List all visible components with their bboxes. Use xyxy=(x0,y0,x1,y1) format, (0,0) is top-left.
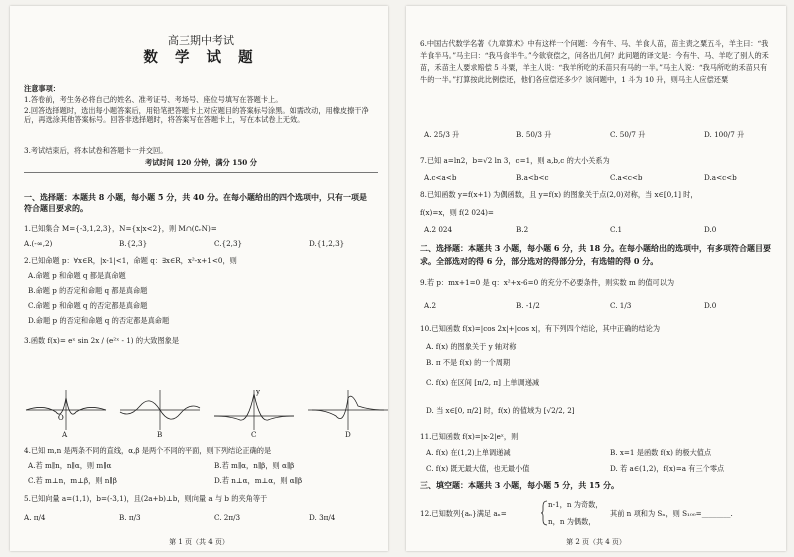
section-1-heading: 一、选择题：本题共 8 小题，每小题 5 分，共 40 分。在每小题给出的四个选项中，只有一项是符合题目要求的。 xyxy=(24,192,367,213)
notice-3: 3.考试结束后，将本试卷和答题卡一并交回。 xyxy=(24,146,168,155)
q1-option-a: A.(-∞,2) xyxy=(24,239,53,248)
q4-option-a: A.若 m∥n，n∥α，则 m∥α xyxy=(28,461,112,470)
q6-option-a: A. 25/3 升 xyxy=(424,130,460,139)
q9-option-d: D.0 xyxy=(704,301,717,310)
q5-option-c: C. 2π/3 xyxy=(214,513,241,522)
q3-label-a: A xyxy=(62,430,68,439)
q8-option-b: B.2 xyxy=(516,225,529,234)
q11-option-c: C. f(x) 既无最大值，也无最小值 xyxy=(426,464,530,473)
section-2-heading: 二、选择题：本题共 3 小题，每小题 6 分，共 18 分。在每小题给出的选项中，有多项符合题目要求。全部选对的得 6 分，部分选对的得部分分，有选错的得 0 分。 xyxy=(420,243,771,266)
notice-1: 1.答卷前，考生务必将自己的姓名、准考证号、考场号、座位号填写在答题卡上。 xyxy=(24,95,283,104)
q2-option-b: B.命题 p 的否定和命题 q 都是真命题 xyxy=(28,286,148,295)
q4-option-d: D.若 n⊥α，m⊥α，则 α∥β xyxy=(214,476,303,485)
q3-graph-b xyxy=(118,386,204,432)
q10-option-a: A. f(x) 的图象关于 y 轴对称 xyxy=(426,342,517,351)
q8-option-c: C.1 xyxy=(610,225,623,234)
header-title: 高三期中考试 xyxy=(168,34,234,47)
q6-option-b: B. 50/3 升 xyxy=(516,130,552,139)
q9-option-c: C. 1/3 xyxy=(610,301,632,310)
q4-option-b: B.若 m∥α，n∥β，则 α∥β xyxy=(214,461,295,470)
q2-option-c: C.命题 p 和命题 q 的否定都是真命题 xyxy=(28,301,148,310)
q9-option-b: B. -1/2 xyxy=(516,301,540,310)
q1-option-c: C.{2,3} xyxy=(214,239,243,248)
q3-stem: 3.函数 f(x)= eˣ sin 2x / (e²ˣ - 1) 的大致图象是 xyxy=(24,336,180,345)
q7-option-a: A.c<a<b xyxy=(424,173,457,182)
page-1-footer: 第 1 页（共 4 页） xyxy=(169,538,229,546)
exam-page-1 xyxy=(10,6,388,551)
q7-option-c: C.a<c<b xyxy=(610,173,643,182)
q10-option-d: D. 当 x∈[0, π/2] 时，f(x) 的值域为 [√2/2, 2] xyxy=(426,406,575,415)
q8-option-d: D.0 xyxy=(704,225,717,234)
exam-time: 考试时间 120 分钟，满分 150 分 xyxy=(145,158,257,167)
q5-option-a: A. π/4 xyxy=(24,513,46,522)
q11-stem: 11.已知函数 f(x)=|x-2|eˣ，则 xyxy=(420,432,519,441)
q9-option-a: A.2 xyxy=(424,301,437,310)
q12-stem: 12.已知数列{aₙ}满足 aₙ= xyxy=(420,509,507,518)
q5-option-b: B. π/3 xyxy=(119,513,141,522)
q6-option-c: C. 50/7 升 xyxy=(610,130,646,139)
q12-case-odd: n-1，n 为奇数， xyxy=(548,500,603,509)
svg-text:O: O xyxy=(58,414,64,422)
q9-stem: 9.若 p：mx+1=0 是 q：x²+x-6=0 的充分不必要条件，则实数 m 的值可以为 xyxy=(420,278,675,287)
svg-text:y: y xyxy=(256,388,260,396)
subject-title: 数 学 试 题 xyxy=(143,49,259,66)
q8-stem: 8.已知函数 y=f(x+1) 为偶函数，且 y=f(x) 的图象关于点(2,0)对称，当 x∈[0,1] 时， xyxy=(420,190,698,199)
q12-tail: 其前 n 项和为 Sₙ，则 S₁₀₀=________. xyxy=(610,509,733,518)
q3-graph-d xyxy=(306,386,388,432)
q7-option-b: B.a<b<c xyxy=(516,173,549,182)
q11-option-b: B. x=1 是函数 f(x) 的极大值点 xyxy=(610,448,712,457)
q10-option-b: B. π 不是 f(x) 的一个周期 xyxy=(426,358,511,367)
q3-label-d: D xyxy=(345,430,351,439)
q12-brace xyxy=(540,500,548,526)
q3-label-c: C xyxy=(251,430,257,439)
q1-option-b: B.{2,3} xyxy=(119,239,148,248)
q3-graph-a xyxy=(24,386,110,432)
q1-stem: 1.已知集合 M={-3,1,2,3}，N={x|x<2}，则 M∩(∁ᵣN)= xyxy=(24,224,217,233)
notice-2: 2.回答选择题时，选出每小题答案后，用铅笔把答题卡上对应题目的答案标号涂黑。如需改动，用橡皮擦干净后，再选涂其他答案标号。回答非选择题时，将答案写在答题卡上，写在本试卷上无效。 xyxy=(24,106,369,124)
q3-graph-c xyxy=(212,386,298,432)
q2-option-a: A.命题 p 和命题 q 都是真命题 xyxy=(28,271,126,280)
q2-stem: 2.已知命题 p：∀x∈R，|x-1|<1，命题 q：∃x∈R，x²-x+1<0，则 xyxy=(24,256,237,265)
q11-option-a: A. f(x) 在(1,2)上单调递减 xyxy=(426,448,511,457)
exam-page-2 xyxy=(406,6,786,551)
divider xyxy=(24,172,378,173)
q6-option-d: D. 100/7 升 xyxy=(704,130,745,139)
notice-heading: 注意事项： xyxy=(24,84,60,93)
section-3-heading: 三、填空题：本题共 3 小题，每小题 5 分，共 15 分。 xyxy=(420,480,619,490)
q2-option-d: D.命题 p 的否定和命题 q 的否定都是真命题 xyxy=(28,316,170,325)
q8-option-a: A.2 024 xyxy=(424,225,453,234)
q1-option-d: D.{1,2,3} xyxy=(309,239,345,248)
q11-option-d: D. 若 a∈(1,2)，f(x)=a 有三个零点 xyxy=(610,464,725,473)
q4-stem: 4.已知 m,n 是两条不同的直线，α,β 是两个不同的平面，则下列结论正确的是 xyxy=(24,446,272,455)
q7-stem: 7.已知 a=ln2，b=√2 ln 3，c=1，则 a,b,c 的大小关系为 xyxy=(420,156,610,165)
q4-option-c: C.若 m⊥n，m⊥β，则 n∥β xyxy=(28,476,117,485)
q10-stem: 10.已知函数 f(x)=|cos 2x|+|cos x|，有下列四个结论，其中正确的结论为 xyxy=(420,324,661,333)
q6-stem: 6.中国古代数学名著《九章算术》中有这样一个问题：今有牛、马、羊食人苗，苗主责之粟五斗，羊主曰：“我羊食半马。”马主曰：“我马食半牛。”今欲衰偿之，问各出几何？此问题的译文是：今有牛、马、羊吃了别人的禾苗，禾苗主人要求赔偿 5 斗粟，羊主人说：“我羊所吃的禾苗只有马的一半。”马主人说：“我马所吃的禾苗只有牛的一半。”打算按此比例偿还，他们各应偿还多少？该问题中，1 斗为 10 升，则马主人应偿还粟 xyxy=(420,39,769,84)
q5-stem: 5.已知向量 a=(1,1)，b=(-3,1)，且(2a+b)⊥b，则向量 a 与 b 的夹角等于 xyxy=(24,494,268,503)
page-2-footer: 第 2 页（共 4 页） xyxy=(566,538,626,546)
q12-case-even: n，n 为偶数， xyxy=(548,517,596,526)
q8-stem-line2: f(x)=x，则 f(2 024)= xyxy=(420,208,494,217)
q5-option-d: D. 3π/4 xyxy=(309,513,336,522)
q10-option-c: C. f(x) 在区间 [π/2, π] 上单调递减 xyxy=(426,378,540,387)
q7-option-d: D.a<c<b xyxy=(704,173,737,182)
q3-label-b: B xyxy=(157,430,163,439)
